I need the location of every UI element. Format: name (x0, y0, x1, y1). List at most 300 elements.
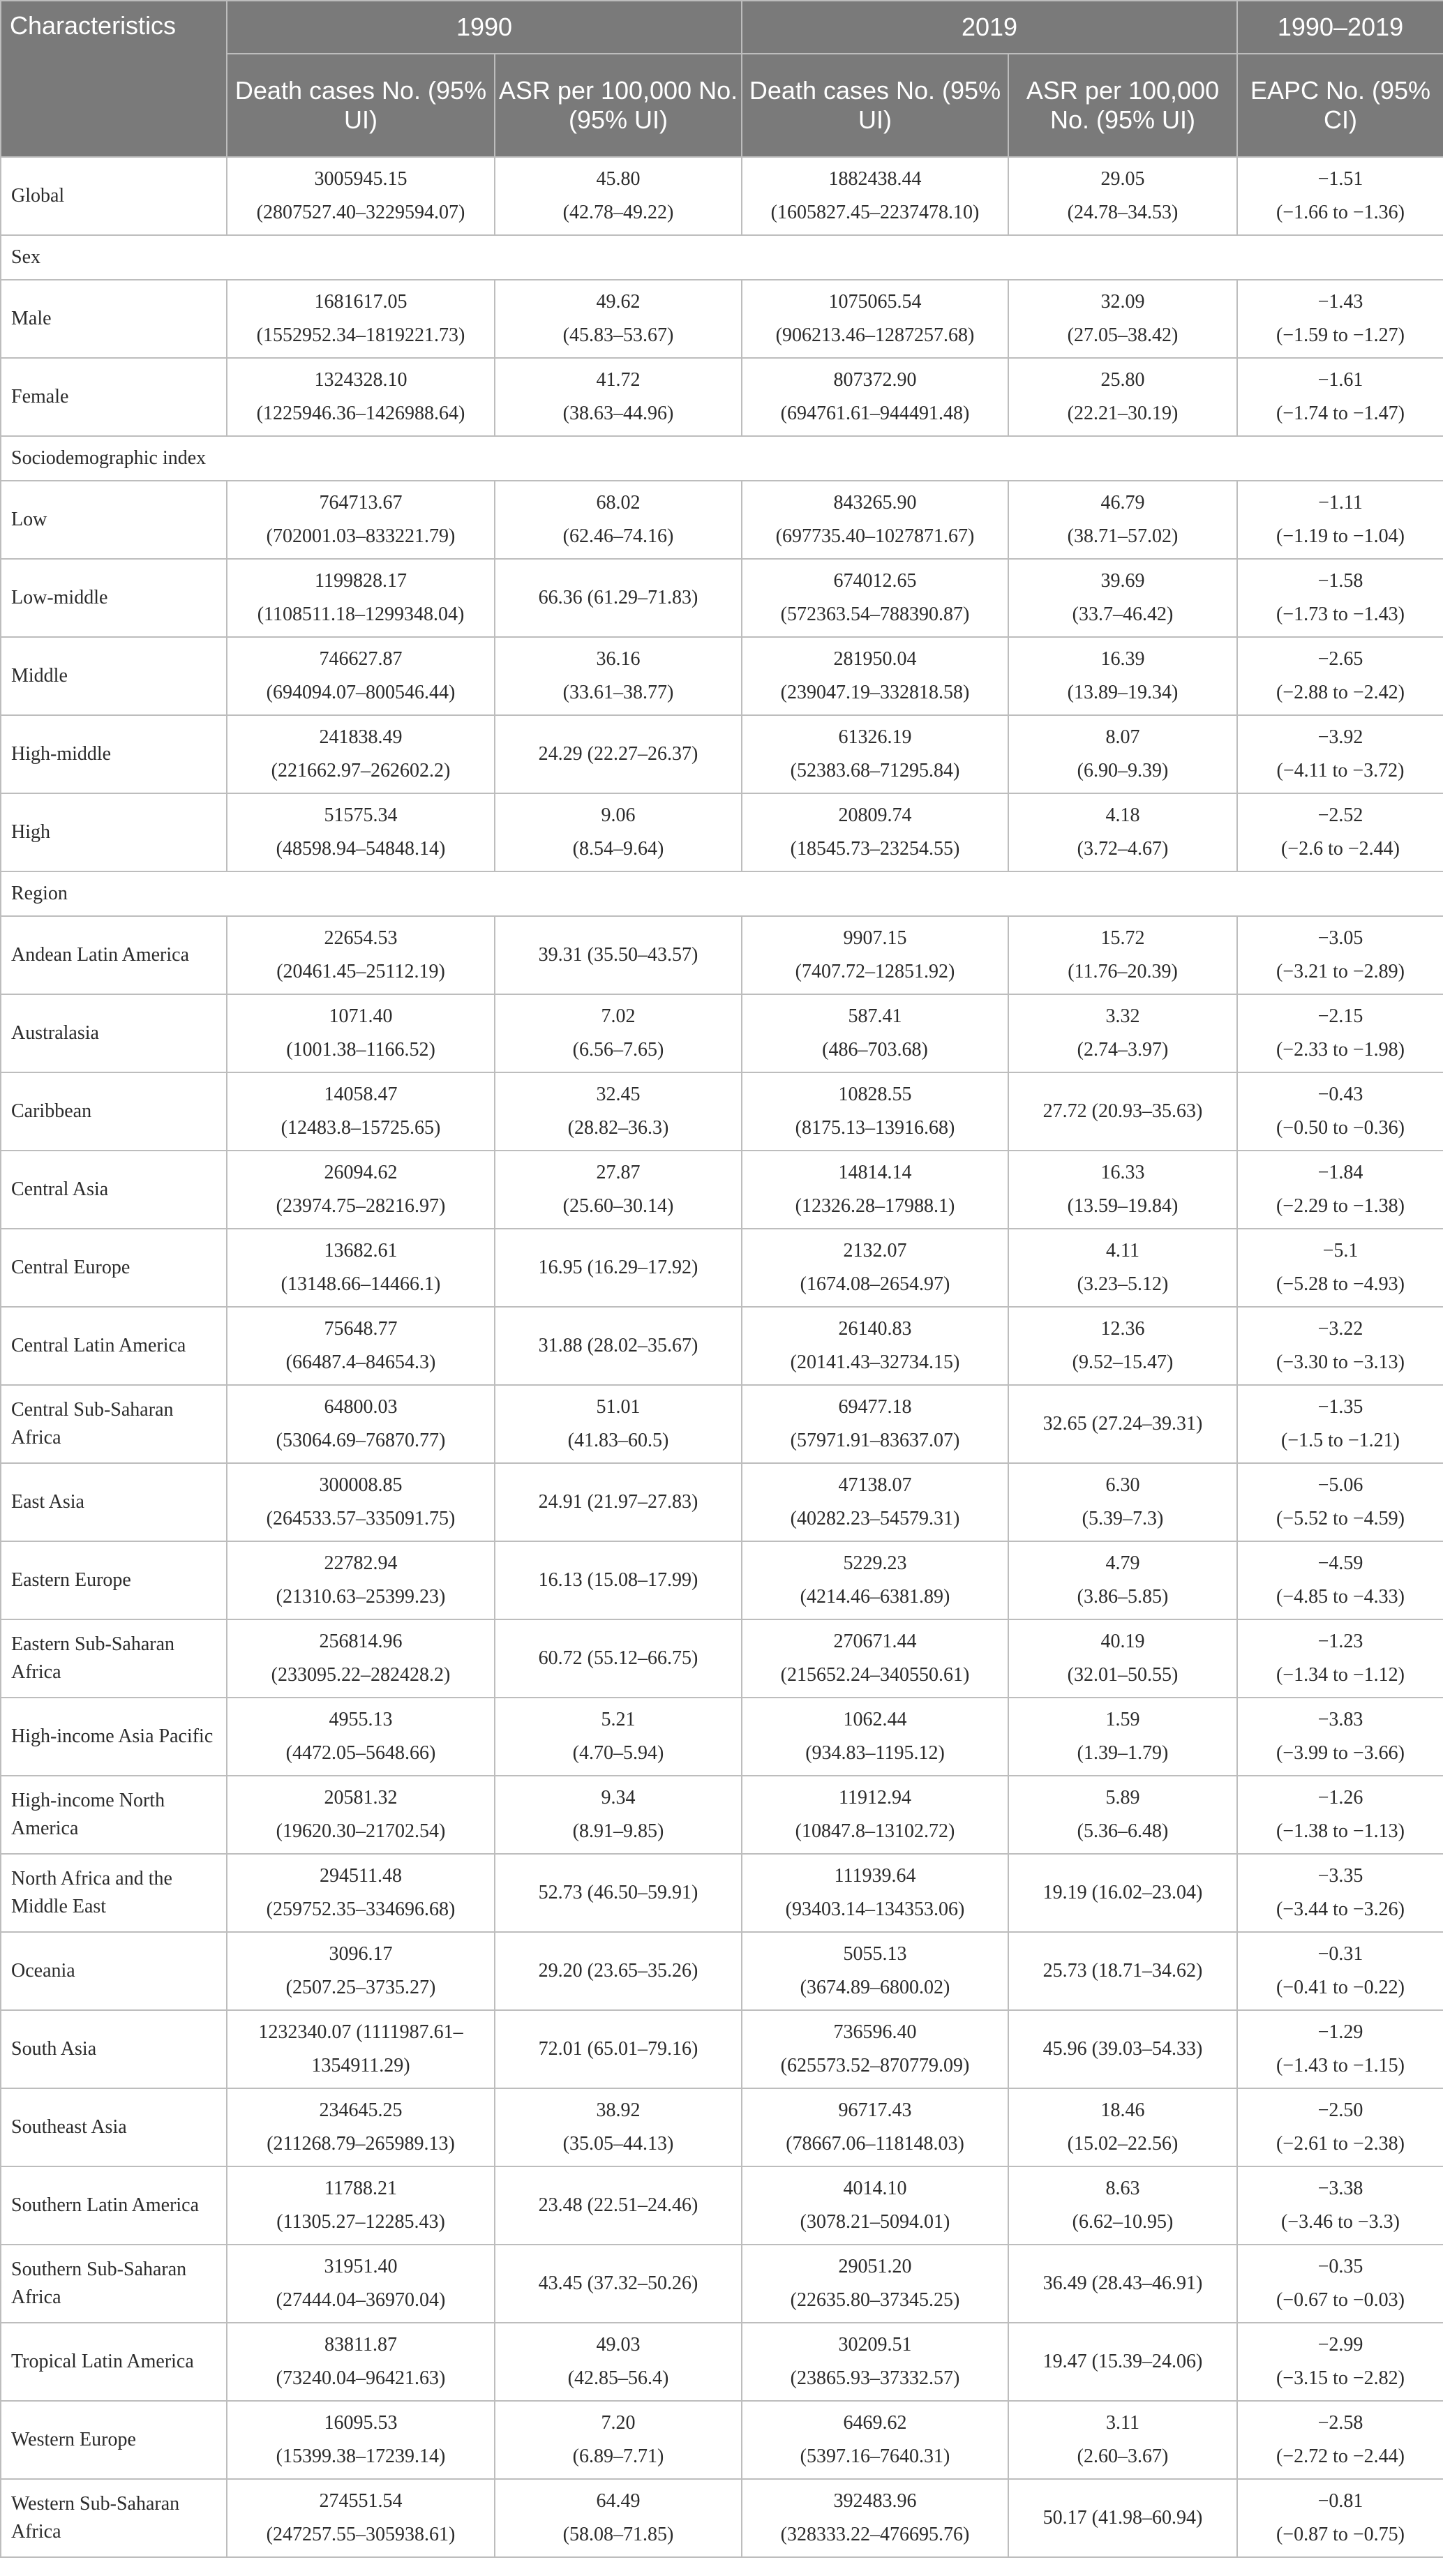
cell-eapc (1237, 2479, 1443, 2557)
section-row (1, 871, 1443, 916)
cell-asr-2019 (1008, 280, 1237, 358)
table-row (1, 1307, 1443, 1385)
cell-interval: (−3.15 to −2.82) (1276, 2367, 1405, 2389)
cell-value: 5229.23 (843, 1552, 907, 1574)
cell-interval: (7407.72–12851.92) (795, 961, 955, 982)
cell-value: −1.11 (1318, 492, 1363, 514)
table-row (1, 1932, 1443, 2010)
cell-value: −1.29 (1317, 2021, 1363, 2043)
cell-value: 51.01 (596, 1396, 641, 1418)
section-row (1, 436, 1443, 481)
cell-asr-2019 (1008, 358, 1237, 436)
cell-interval: (22.21–30.19) (1067, 403, 1179, 424)
cell-death-cases-1990 (227, 481, 495, 559)
cell-asr-1990 (495, 1307, 742, 1385)
cell-interval: (5397.16–7640.31) (800, 2446, 950, 2467)
cell-asr-1990 (495, 2479, 742, 2557)
cell-death-cases-1990 (227, 1854, 495, 1932)
table-row (1, 916, 1443, 994)
cell-interval: (−2.88 to −2.42) (1276, 682, 1405, 703)
cell-interval: (62.46–74.16) (562, 525, 674, 547)
cell-value: 20809.74 (838, 804, 912, 826)
cell-asr-2019 (1008, 559, 1237, 637)
cell-interval: (4.70–5.94) (572, 1742, 664, 1764)
cell-interval: (42.85–56.4) (567, 2367, 669, 2389)
cell-interval: (3674.89–6800.02) (800, 1977, 950, 1998)
cell-death-cases-1990 (227, 793, 495, 871)
cell-death-cases-2019 (742, 637, 1008, 715)
cell-asr-2019 (1008, 1932, 1237, 2010)
cell-eapc (1237, 1072, 1443, 1151)
cell-value: 9.34 (601, 1787, 636, 1809)
cell-interval: (−0.67 to −0.03) (1276, 2289, 1405, 2311)
cell-value: 36.49 (28.43–46.91) (1042, 2272, 1203, 2294)
cell-value: −1.23 (1317, 1631, 1363, 1652)
table-row (1, 1072, 1443, 1151)
cell-value: 29.05 (1100, 168, 1145, 190)
cell-interval: (8.91–9.85) (572, 1820, 664, 1842)
cell-value: 15.72 (1100, 927, 1145, 949)
cell-interval: (3.86–5.85) (1077, 1586, 1169, 1608)
row-label: Tropical Latin America (1, 2323, 227, 2401)
cell-death-cases-1990 (227, 1072, 495, 1151)
cell-interval: (6.56–7.65) (572, 1039, 664, 1061)
cell-value: −4.59 (1317, 1552, 1363, 1574)
cell-asr-1990 (495, 1854, 742, 1932)
cell-value: 36.16 (596, 648, 641, 670)
cell-asr-2019 (1008, 1854, 1237, 1932)
row-label: High-middle (1, 715, 227, 793)
cell-interval: (−1.59 to −1.27) (1276, 324, 1405, 346)
cell-value: 31.88 (28.02–35.67) (538, 1335, 698, 1356)
cell-death-cases-1990 (227, 2401, 495, 2479)
row-label: Oceania (1, 1932, 227, 2010)
cell-value: −0.35 (1317, 2256, 1363, 2277)
cell-interval: (25.60–30.14) (562, 1195, 674, 1217)
cell-interval: (−1.43 to −1.15) (1276, 2055, 1405, 2076)
cell-value: 7.02 (601, 1005, 636, 1027)
cell-interval: (93403.14–134353.06) (785, 1899, 965, 1920)
cell-value: 20581.32 (324, 1787, 398, 1809)
row-label: Western Sub-Saharan Africa (1, 2479, 227, 2557)
row-label: Low (1, 481, 227, 559)
cell-interval: (−1.5 to −1.21) (1280, 1430, 1400, 1451)
cell-asr-1990 (495, 715, 742, 793)
cell-asr-1990 (495, 1932, 742, 2010)
cell-value: −3.83 (1317, 1709, 1363, 1730)
cell-death-cases-1990 (227, 2010, 495, 2088)
row-label: Central Sub-Saharan Africa (1, 1385, 227, 1463)
cell-asr-2019 (1008, 2323, 1237, 2401)
cell-interval: (23865.93–37332.57) (790, 2367, 960, 2389)
cell-value: 22654.53 (324, 927, 398, 949)
cell-value: 96717.43 (838, 2099, 912, 2121)
cell-asr-2019 (1008, 1385, 1237, 1463)
header-col-death-cases-2019: Death cases No. (95% UI) (742, 54, 1008, 157)
cell-asr-1990 (495, 2245, 742, 2323)
cell-asr-2019 (1008, 2245, 1237, 2323)
cell-value: 9.06 (601, 804, 636, 826)
row-label: Eastern Europe (1, 1541, 227, 1619)
cell-interval: (−5.28 to −4.93) (1276, 1273, 1405, 1295)
cell-interval: (−1.19 to −1.04) (1276, 525, 1405, 547)
cell-value: 24.29 (22.27–26.37) (538, 743, 698, 765)
cell-value: 674012.65 (833, 570, 917, 592)
cell-eapc (1237, 2401, 1443, 2479)
cell-value: 807372.90 (833, 369, 917, 391)
cell-value: 49.03 (596, 2334, 641, 2356)
cell-interval: (1.39–1.79) (1077, 1742, 1169, 1764)
cell-value: 11788.21 (324, 2178, 397, 2199)
cell-value: 64.49 (596, 2490, 641, 2512)
table-row (1, 1463, 1443, 1541)
row-label: Western Europe (1, 2401, 227, 2479)
cell-eapc (1237, 481, 1443, 559)
cell-value: 3.32 (1105, 1005, 1140, 1027)
cell-interval: (58.08–71.85) (562, 2524, 674, 2545)
cell-interval: (4214.46–6381.89) (800, 1586, 950, 1608)
cell-death-cases-2019 (742, 1151, 1008, 1229)
cell-value: 4955.13 (329, 1709, 393, 1730)
table-row (1, 481, 1443, 559)
cell-death-cases-2019 (742, 1776, 1008, 1854)
cell-value: −1.51 (1317, 168, 1363, 190)
cell-asr-2019 (1008, 157, 1237, 235)
cell-interval: (−1.73 to −1.43) (1276, 604, 1405, 625)
cell-value: 4.18 (1105, 804, 1140, 826)
cell-death-cases-1990 (227, 2323, 495, 2401)
cell-interval: (18545.73–23254.55) (790, 838, 960, 860)
cell-death-cases-2019 (742, 2166, 1008, 2245)
cell-value: 12.36 (1100, 1318, 1145, 1340)
cell-value: 3.11 (1106, 2412, 1139, 2434)
cell-value: 1324328.10 (314, 369, 408, 391)
cell-value: −1.43 (1317, 291, 1363, 313)
cell-death-cases-2019 (742, 1854, 1008, 1932)
row-label: South Asia (1, 2010, 227, 2088)
cell-death-cases-1990 (227, 2166, 495, 2245)
cell-value: 38.92 (596, 2099, 641, 2121)
cell-value: −1.61 (1317, 369, 1363, 391)
row-label: Caribbean (1, 1072, 227, 1151)
cell-asr-1990 (495, 1229, 742, 1307)
cell-interval: (−3.99 to −3.66) (1276, 1742, 1405, 1764)
table-row (1, 559, 1443, 637)
cell-eapc (1237, 1776, 1443, 1854)
cell-asr-2019 (1008, 2479, 1237, 2557)
cell-value: 52.73 (46.50–59.91) (538, 1882, 698, 1903)
cell-value: 47138.07 (838, 1474, 912, 1496)
cell-value: 25.73 (18.71–34.62) (1042, 1960, 1203, 1982)
cell-eapc (1237, 1541, 1443, 1619)
cell-value: 392483.96 (833, 2490, 917, 2512)
cell-interval: (−2.61 to −2.38) (1276, 2133, 1405, 2155)
cell-interval: (486–703.68) (822, 1039, 928, 1061)
cell-value: 14058.47 (324, 1084, 398, 1105)
cell-interval: (−2.33 to −1.98) (1276, 1039, 1405, 1061)
cell-interval: (1108511.18–1299348.04) (257, 604, 465, 625)
cell-value: 7.20 (601, 2412, 636, 2434)
cell-eapc (1237, 637, 1443, 715)
cell-interval: (−1.34 to −1.12) (1276, 1664, 1405, 1686)
cell-interval: (4472.05–5648.66) (285, 1742, 436, 1764)
cell-death-cases-1990 (227, 280, 495, 358)
cell-eapc (1237, 1151, 1443, 1229)
table-body (1, 157, 1443, 2557)
cell-interval: (−5.52 to −4.59) (1276, 1508, 1405, 1529)
cell-death-cases-1990 (227, 1619, 495, 1698)
cell-interval: (13.59–19.84) (1067, 1195, 1179, 1217)
cell-value: 45.96 (39.03–54.33) (1042, 2038, 1203, 2060)
cell-interval: (23974.75–28216.97) (276, 1195, 446, 1217)
cell-value: 68.02 (596, 492, 641, 514)
header-group-1990-2019: 1990–2019 (1237, 1, 1443, 54)
cell-death-cases-2019 (742, 2401, 1008, 2479)
cell-value: 72.01 (65.01–79.16) (538, 2038, 698, 2060)
cell-interval: (48598.94–54848.14) (276, 838, 446, 860)
table-row (1, 358, 1443, 436)
table-row (1, 1619, 1443, 1698)
table-row (1, 715, 1443, 793)
cell-value: 39.31 (35.50–43.57) (538, 944, 698, 966)
row-label: Central Asia (1, 1151, 227, 1229)
cell-value: 27.87 (596, 1162, 641, 1183)
cell-eapc (1237, 1229, 1443, 1307)
cell-death-cases-1990 (227, 1541, 495, 1619)
table-row (1, 1854, 1443, 1932)
table-row (1, 1229, 1443, 1307)
cell-asr-2019 (1008, 1776, 1237, 1854)
cell-death-cases-1990 (227, 637, 495, 715)
cell-interval: (27444.04–36970.04) (276, 2289, 446, 2311)
cell-eapc (1237, 2245, 1443, 2323)
cell-value: 60.72 (55.12–66.75) (538, 1647, 698, 1669)
table-row (1, 1698, 1443, 1776)
row-label: Central Latin America (1, 1307, 227, 1385)
cell-value: 40.19 (1100, 1631, 1145, 1652)
cell-asr-1990 (495, 2010, 742, 2088)
cell-value: 64800.03 (324, 1396, 398, 1418)
cell-value: 25.80 (1100, 369, 1145, 391)
header-col-death-cases-1990: Death cases No. (95% UI) (227, 54, 495, 157)
cell-value: 61326.19 (838, 726, 912, 748)
cell-interval: (20461.45–25112.19) (276, 961, 445, 982)
cell-death-cases-2019 (742, 559, 1008, 637)
cell-interval: (11.76–20.39) (1068, 961, 1178, 982)
cell-value: 66.36 (61.29–71.83) (538, 587, 698, 608)
cell-value: −2.65 (1317, 648, 1363, 670)
cell-asr-1990 (495, 280, 742, 358)
cell-interval: 1354911.29) (311, 2055, 410, 2076)
cell-interval: (−1.74 to −1.47) (1276, 403, 1405, 424)
cell-value: −2.50 (1317, 2099, 1363, 2121)
cell-value: 69477.18 (838, 1396, 912, 1418)
cell-value: 111939.64 (834, 1865, 916, 1887)
cell-death-cases-1990 (227, 1151, 495, 1229)
cell-asr-1990 (495, 1619, 742, 1698)
cell-asr-1990 (495, 2401, 742, 2479)
cell-eapc (1237, 358, 1443, 436)
cell-value: −3.05 (1317, 927, 1363, 949)
cell-asr-2019 (1008, 1698, 1237, 1776)
cell-death-cases-2019 (742, 1698, 1008, 1776)
cell-death-cases-2019 (742, 280, 1008, 358)
cell-interval: (20141.43–32734.15) (790, 1351, 960, 1373)
cell-interval: (−0.87 to −0.75) (1276, 2524, 1405, 2545)
cell-death-cases-2019 (742, 1229, 1008, 1307)
cell-value: −2.15 (1317, 1005, 1363, 1027)
section-label: Sex (1, 235, 1443, 280)
cell-value: 31951.40 (324, 2256, 398, 2277)
cell-interval: (33.61–38.77) (562, 682, 674, 703)
section-label: Sociodemographic index (1, 436, 1443, 481)
cell-asr-2019 (1008, 916, 1237, 994)
cell-death-cases-2019 (742, 1932, 1008, 2010)
cell-value: 3005945.15 (314, 168, 408, 190)
cell-death-cases-2019 (742, 157, 1008, 235)
cell-interval: (−2.72 to −2.44) (1276, 2446, 1405, 2467)
cell-asr-2019 (1008, 2166, 1237, 2245)
cell-eapc (1237, 559, 1443, 637)
cell-value: 22782.94 (324, 1552, 398, 1574)
cell-interval: (33.7–46.42) (1072, 604, 1174, 625)
cell-value: 75648.77 (324, 1318, 398, 1340)
cell-value: 6.30 (1105, 1474, 1140, 1496)
cell-interval: (24.78–34.53) (1067, 202, 1179, 223)
table-row (1, 1385, 1443, 1463)
cell-interval: (27.05–38.42) (1067, 324, 1179, 346)
cell-asr-2019 (1008, 2010, 1237, 2088)
cell-interval: (2.60–3.67) (1077, 2446, 1169, 2467)
table-row (1, 2479, 1443, 2557)
cell-value: 1199828.17 (315, 570, 407, 592)
cell-value: 30209.51 (838, 2334, 912, 2356)
cell-value: 241838.49 (319, 726, 403, 748)
cell-interval: (1605827.45–2237478.10) (770, 202, 980, 223)
cell-eapc (1237, 2010, 1443, 2088)
cell-value: 1681617.05 (314, 291, 408, 313)
cell-interval: (8.54–9.64) (572, 838, 664, 860)
table-row (1, 157, 1443, 235)
cell-value: 16.95 (16.29–17.92) (538, 1257, 698, 1278)
table-row (1, 1151, 1443, 1229)
cell-value: 270671.44 (833, 1631, 917, 1652)
cell-interval: (28.82–36.3) (567, 1117, 669, 1139)
cell-interval: (21310.63–25399.23) (276, 1586, 446, 1608)
cell-asr-1990 (495, 2166, 742, 2245)
cell-death-cases-1990 (227, 1385, 495, 1463)
cell-death-cases-1990 (227, 715, 495, 793)
cell-value: −0.81 (1317, 2490, 1363, 2512)
cell-asr-1990 (495, 2323, 742, 2401)
cell-death-cases-2019 (742, 2010, 1008, 2088)
cell-interval: (15399.38–17239.14) (276, 2446, 446, 2467)
table-row (1, 2323, 1443, 2401)
cell-value: 16.13 (15.08–17.99) (538, 1569, 698, 1591)
header-characteristics: Characteristics (1, 1, 227, 157)
cell-value: 49.62 (596, 291, 641, 313)
cell-death-cases-1990 (227, 2088, 495, 2166)
cell-interval: (53064.69–76870.77) (276, 1430, 446, 1451)
cell-value: 587.41 (848, 1005, 902, 1027)
cell-asr-1990 (495, 1151, 742, 1229)
cell-interval: (57971.91–83637.07) (790, 1430, 960, 1451)
row-label: Andean Latin America (1, 916, 227, 994)
cell-value: −2.52 (1317, 804, 1363, 826)
cell-interval: (702001.03–833221.79) (266, 525, 456, 547)
cell-asr-2019 (1008, 1541, 1237, 1619)
cell-interval: (42.78–49.22) (562, 202, 674, 223)
cell-value: −0.43 (1317, 1084, 1363, 1105)
cell-death-cases-2019 (742, 2245, 1008, 2323)
row-label: High-income Asia Pacific (1, 1698, 227, 1776)
cell-interval: (1001.38–1166.52) (286, 1039, 435, 1061)
cell-asr-1990 (495, 1072, 742, 1151)
cell-asr-1990 (495, 1385, 742, 1463)
table-row (1, 2401, 1443, 2479)
cell-value: 256814.96 (319, 1631, 403, 1652)
cell-interval: (73240.04–96421.63) (276, 2367, 446, 2389)
cell-interval: (−3.21 to −2.89) (1276, 961, 1405, 982)
cell-interval: (2807527.40–3229594.07) (256, 202, 465, 223)
row-label: North Africa and the Middle East (1, 1854, 227, 1932)
cell-eapc (1237, 280, 1443, 358)
cell-value: 5.21 (601, 1709, 636, 1730)
cell-interval: (1552952.34–1819221.73) (256, 324, 465, 346)
cell-asr-2019 (1008, 1619, 1237, 1698)
cell-value: 45.80 (596, 168, 641, 190)
cell-value: 32.65 (27.24–39.31) (1042, 1413, 1203, 1435)
row-label: Central Europe (1, 1229, 227, 1307)
cell-asr-1990 (495, 358, 742, 436)
table-row (1, 1776, 1443, 1854)
cell-value: −3.92 (1317, 726, 1363, 748)
cell-interval: (38.63–44.96) (562, 403, 674, 424)
row-label: Global (1, 157, 227, 235)
cell-eapc (1237, 793, 1443, 871)
cell-asr-2019 (1008, 793, 1237, 871)
cell-value: 764713.67 (319, 492, 403, 514)
cell-value: 32.45 (596, 1084, 641, 1105)
row-label: Male (1, 280, 227, 358)
cell-value: 16095.53 (324, 2412, 398, 2434)
cell-death-cases-1990 (227, 2479, 495, 2557)
cell-asr-2019 (1008, 637, 1237, 715)
cell-death-cases-1990 (227, 994, 495, 1072)
row-label: High-income North America (1, 1776, 227, 1854)
header-group-2019: 2019 (742, 1, 1237, 54)
cell-interval: (934.83–1195.12) (805, 1742, 945, 1764)
cell-value: 10828.55 (838, 1084, 912, 1105)
cell-interval: (−3.44 to −3.26) (1276, 1899, 1405, 1920)
cell-asr-1990 (495, 481, 742, 559)
cell-value: 83811.87 (324, 2334, 397, 2356)
cell-value: 29051.20 (838, 2256, 912, 2277)
table-row (1, 994, 1443, 1072)
cell-value: 4.11 (1106, 1240, 1139, 1261)
cell-value: 11912.94 (839, 1787, 911, 1809)
header-group-1990: 1990 (227, 1, 742, 54)
cell-interval: (247257.55–305938.61) (266, 2524, 456, 2545)
cell-death-cases-1990 (227, 358, 495, 436)
cell-value: −3.22 (1317, 1318, 1363, 1340)
cell-value: 14814.14 (838, 1162, 912, 1183)
cell-value: 274551.54 (319, 2490, 403, 2512)
cell-interval: (11305.27–12285.43) (276, 2211, 445, 2233)
cell-value: −1.84 (1317, 1162, 1363, 1183)
cell-interval: (3078.21–5094.01) (800, 2211, 950, 2233)
cell-interval: (572363.54–788390.87) (780, 604, 970, 625)
